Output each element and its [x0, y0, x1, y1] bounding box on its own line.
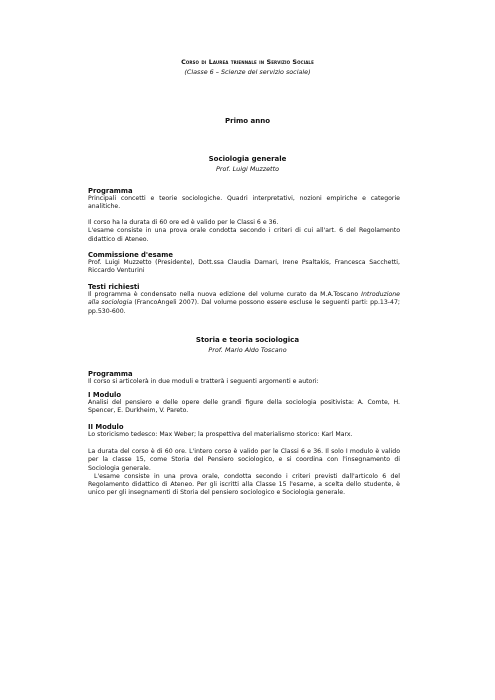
course2-title: Storia e teoria sociologica [195, 336, 300, 344]
course2-modulo2-text: Lo storicismo tedesco: Max Weber; la prospettiva del materialismo storico: Karl Marx. [88, 431, 353, 438]
course2-modulo1-heading: I Modulo [88, 391, 122, 399]
course2-duration-text: La durata del corso è di 60 ore. L'intero corso è valido per le Classi 6 e 36. Il solo I modulo è valido per la classe 15, come Storia del Pensiero sociologico, e si coordina con l'insegnamento di Sociologia generale. [88, 448, 400, 472]
course2-modulo1-text: Analisi del pensiero e delle opere delle grandi figure della sociologia positivista: A. Comte, H. Spencer, E. Durkheim, V. Pareto. [88, 399, 400, 415]
course2-header [0, 336, 495, 354]
course1-commissione-section [88, 251, 400, 276]
course1-programma-section [88, 187, 400, 212]
course1-title: Sociologia generale [208, 155, 287, 163]
course1-testi-part2: (FrancoAngeli 2007). Dal volume possono essere escluse le seguenti parti: pp.13-47; pp.530-600. [88, 299, 400, 315]
course1-programma-text: Principali concetti e teorie sociologiche. Quadri interpretativi, nozioni empiriche e categorie analitiche. [88, 195, 400, 211]
course1-programma-heading: Programma [88, 187, 133, 195]
degree-course-title: Corso di Laurea triennale in Servizio Sociale [181, 58, 314, 66]
course1-testi-part1: Il programma è condensato nella nuova edizione del volume curato da M.A.Toscano [88, 291, 362, 298]
course1-exam-text: L'esame consiste in una prova orale condotta secondo i criteri di cui all'art. 6 del Regolamento didattico di Ateneo. [88, 227, 400, 243]
course2-modulo2-heading: II Modulo [88, 423, 124, 431]
course2-modulo1-section [88, 391, 400, 416]
course1-testi-text [88, 291, 400, 316]
course2-programma-heading: Programma [88, 370, 133, 378]
course1-header [0, 155, 495, 173]
course1-commissione-heading: Commissione d'esame [88, 251, 173, 259]
course1-professor: Prof. Luigi Muzzetto [216, 165, 279, 173]
year-heading: Primo anno [224, 117, 271, 125]
course1-testi-heading: Testi richiesti [88, 283, 140, 291]
course2-info-section [88, 448, 400, 498]
course2-modulo2-section [88, 423, 400, 439]
course1-duration-text: Il corso ha la durata di 60 ore ed è valido per le Classi 6 e 36. [88, 219, 279, 226]
course1-commissione-text: Prof. Luigi Muzzetto (Presidente), Dott.ssa Claudia Damari, Irene Psaltakis, Francesca Sacchetti, Riccardo Venturini [88, 259, 400, 275]
course2-exam-text: L'esame consiste in una prova orale, condotta secondo i criteri previsti dall'articolo 6 del Regolamento didattico di Ateneo. Per gli iscritti alla Classe 15 l'esame, a scelta dello studente, è unico per gli insegnamenti di Storia del pensiero sociologico e Sociologia generale. [88, 472, 400, 497]
course2-programma-section [88, 370, 400, 386]
course1-info-section [88, 219, 400, 244]
document-header [0, 58, 495, 76]
course2-programma-text: Il corso si articolerà in due moduli e tratterà i seguenti argomenti e autori: [88, 378, 319, 385]
course1-testi-book-title: Introduzione alla sociologia [88, 291, 400, 307]
degree-class-subtitle: (Classe 6 – Scienze del servizio sociale) [184, 68, 311, 76]
course2-professor: Prof. Mario Aldo Toscano [208, 346, 287, 354]
course1-testi-section [88, 283, 400, 316]
